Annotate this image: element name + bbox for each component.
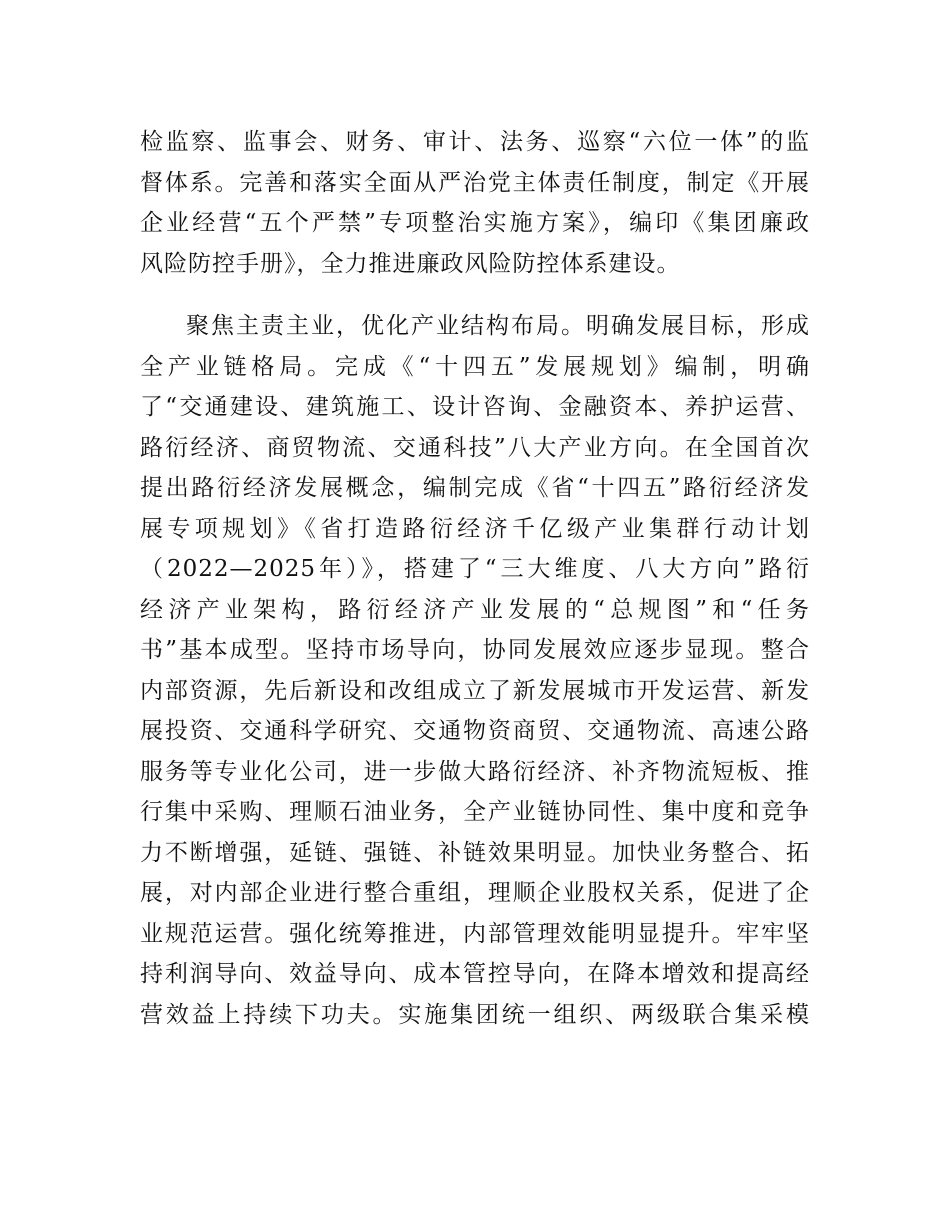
paragraph-line: 企业经营“五个严禁”专项整治实施方案》，编印《集团廉政 bbox=[140, 210, 810, 236]
paragraph-line: 聚焦主责主业，优化产业结构布局。明确发展目标，形成 bbox=[186, 313, 810, 339]
paragraph-line: 路衍经济、商贸物流、交通科技”八大产业方向。在全国首次 bbox=[140, 434, 810, 461]
paragraph-line: 服务等专业化公司，进一步做大路衍经济、补齐物流短板、推 bbox=[140, 758, 810, 785]
paragraph-line: 检监察、监事会、财务、审计、法务、巡察“六位一体”的监 bbox=[140, 129, 810, 155]
paragraph-line: 展，对内部企业进行整合重组，理顺企业股权关系，促进了企 bbox=[140, 880, 810, 906]
paragraph-line: 展投资、交通科学研究、交通物资商贸、交通物流、高速公路 bbox=[140, 718, 810, 744]
paragraph-2 bbox=[140, 306, 810, 1035]
paragraph-1 bbox=[140, 122, 810, 284]
paragraph-line: 持利润导向、效益导向、成本管控导向，在降本增效和提高经 bbox=[140, 961, 810, 987]
paragraph-line: 书”基本成型。坚持市场导向，协同发展效应逐步显现。整合 bbox=[140, 637, 810, 663]
paragraph-line: 全产业链格局。完成《“十四五”发展规划》编制，明确 bbox=[140, 353, 810, 380]
paragraph-line: 行集中采购、理顺石油业务，全产业链协同性、集中度和竞争 bbox=[140, 799, 810, 825]
paragraph-line: 内部资源，先后新设和改组成立了新发展城市开发运营、新发 bbox=[140, 677, 810, 704]
paragraph-line: 力不断增强，延链、强链、补链效果明显。加快业务整合、拓 bbox=[140, 839, 810, 866]
paragraph-line: （2022—2025年）》，搭建了“三大维度、八大方向”路衍 bbox=[140, 556, 810, 582]
paragraph-line: 营效益上持续下功夫。实施集团统一组织、两级联合集采模 bbox=[140, 1001, 810, 1028]
paragraph-line: 经济产业架构，路衍经济产业发展的“总规图”和“任务 bbox=[140, 596, 810, 623]
paragraph-line: 展专项规划》《省打造路衍经济千亿级产业集群行动计划 bbox=[140, 515, 810, 542]
paragraph-line: 业规范运营。强化统筹推进，内部管理效能明显提升。牢牢坚 bbox=[140, 920, 810, 947]
paragraph-line: 督体系。完善和落实全面从严治党主体责任制度，制定《开展 bbox=[140, 169, 810, 196]
paragraph-line: 提出路衍经济发展概念，编制完成《省“十四五”路衍经济发 bbox=[140, 475, 810, 501]
paragraph-line: 风险防控手册》，全力推进廉政风险防控体系建设。 bbox=[140, 250, 681, 277]
paragraph-line: 了“交通建设、建筑施工、设计咨询、金融资本、养护运营、 bbox=[140, 394, 810, 420]
